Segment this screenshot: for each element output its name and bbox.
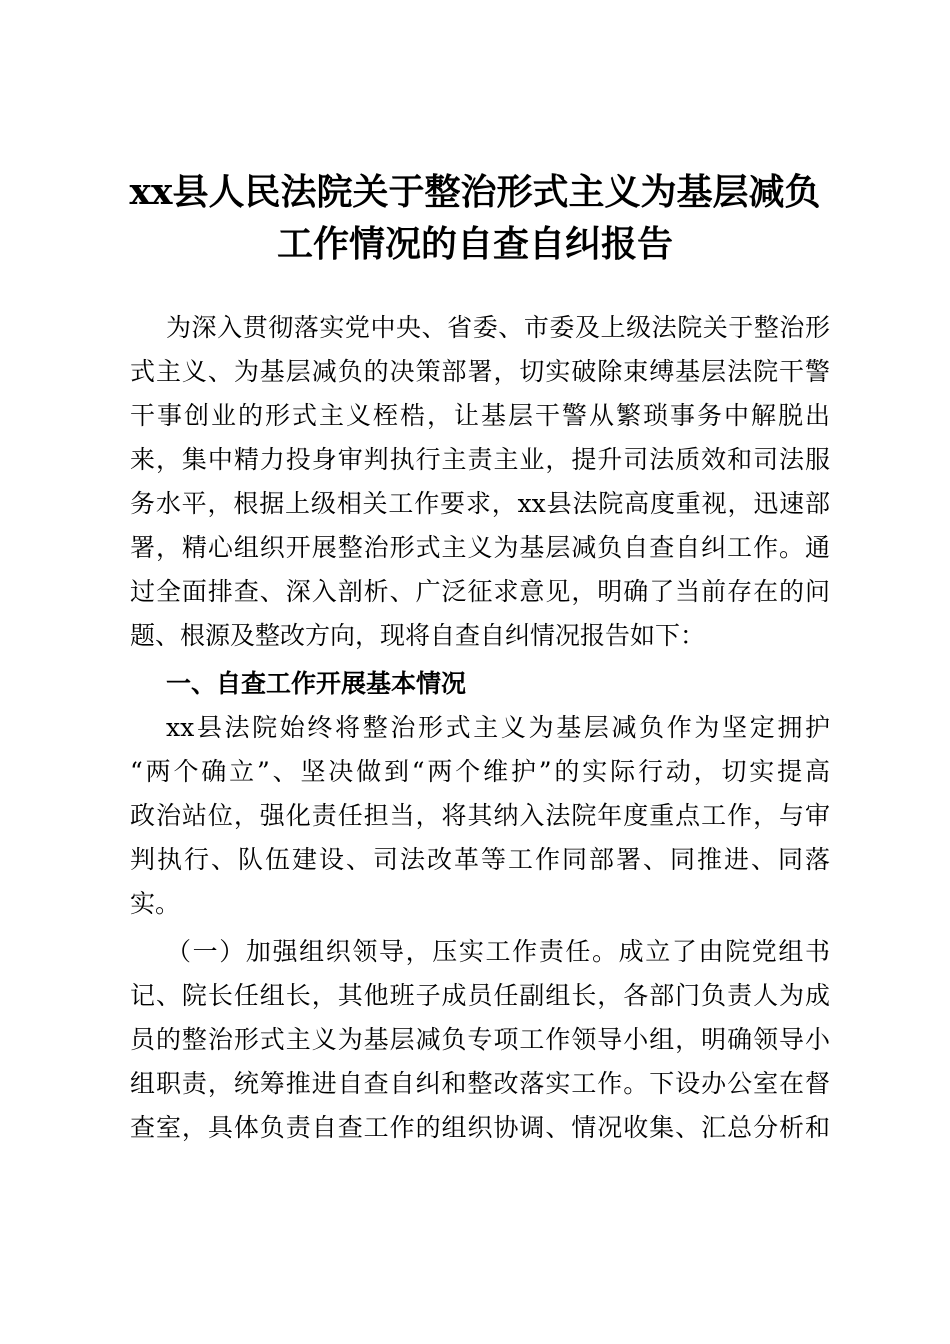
paragraph-1-line: 署，精心组织开展整治形式主义为基层减负自查自纠工作。通: [130, 533, 830, 562]
document-title-line-1: xx县人民法院关于整治形式主义为基层减负: [129, 171, 821, 213]
paragraph-1-line: 过全面排查、深入剖析、广泛征求意见，明确了当前存在的问: [130, 577, 830, 606]
paragraph-3-line: 查室，具体负责自查工作的组织协调、情况收集、汇总分析和: [130, 1113, 830, 1142]
paragraph-2-line: 判执行、队伍建设、司法改革等工作同部署、同推进、同落: [130, 845, 830, 874]
section-heading-1: 一、自查工作开展基本情况: [166, 669, 467, 698]
paragraph-1-line: 务水平，根据上级相关工作要求，xx县法院高度重视，迅速部: [130, 489, 830, 518]
paragraph-3-line: 员的整治形式主义为基层减负专项工作领导小组，明确领导小: [130, 1025, 830, 1054]
paragraph-1-line: 题、根源及整改方向，现将自查自纠情况报告如下：: [130, 621, 706, 650]
paragraph-2-line: “两个确立”、坚决做到“两个维护”的实际行动，切实提高: [130, 757, 830, 786]
paragraph-2-line: 政治站位，强化责任担当，将其纳入法院年度重点工作，与审: [130, 801, 830, 830]
document-title-line-2: 工作情况的自查自纠报告: [276, 223, 673, 265]
paragraph-2-line: 实。: [130, 889, 181, 918]
paragraph-1-line: 来，集中精力投身审判执行主责主业，提升司法质效和司法服: [130, 445, 830, 474]
paragraph-1-line: 式主义、为基层减负的决策部署，切实破除束缚基层法院干警: [130, 357, 830, 386]
paragraph-3-line: 记、院长任组长，其他班子成员任副组长，各部门负责人为成: [130, 981, 830, 1010]
paragraph-1-line: 为深入贯彻落实党中央、省委、市委及上级法院关于整治形: [166, 313, 830, 342]
paragraph-2-line: xx县法院始终将整治形式主义为基层减负作为坚定拥护: [166, 713, 830, 742]
paragraph-1-line: 干事创业的形式主义桎梏，让基层干警从繁琐事务中解脱出: [130, 401, 830, 430]
paragraph-3-line: 组职责，统筹推进自查自纠和整改落实工作。下设办公室在督: [130, 1069, 830, 1098]
paragraph-3-line: （一）加强组织领导，压实工作责任。成立了由院党组书: [166, 937, 830, 966]
